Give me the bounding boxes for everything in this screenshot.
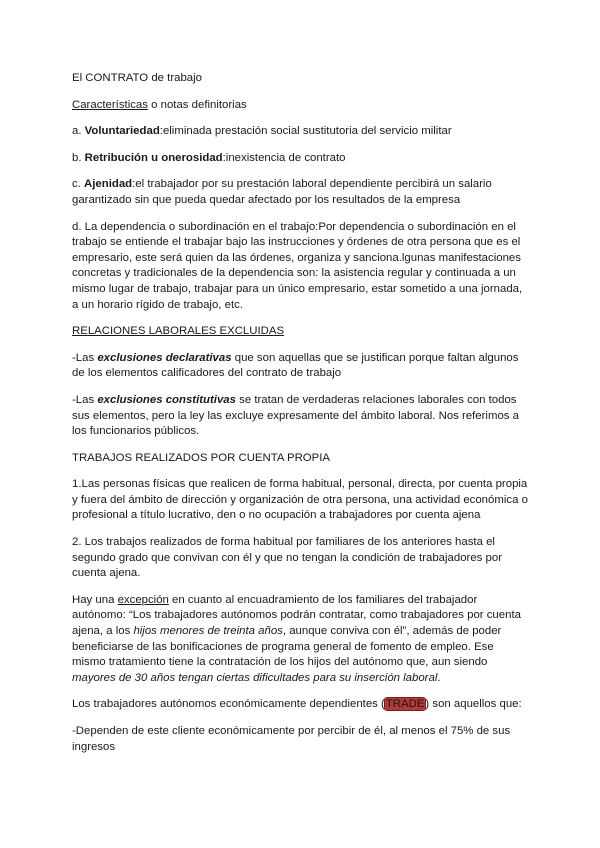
- dependen-paragraph: -Dependen de este cliente económicamente por percibir de él, al menos el 75% de sus ingresos: [72, 725, 511, 753]
- declarative-term: exclusiones declarativas: [97, 351, 232, 364]
- item-c: [72, 177, 530, 208]
- item-b-prefix: b.: [72, 151, 85, 164]
- characteristics-heading: [72, 98, 530, 114]
- item-b-term: Retribución u onerosidad: [84, 151, 223, 164]
- self-employed-item-2: 2. Los trabajos realizados de forma habitual por familiares de los anteriores hasta el segundo grado que convivan con él y que no tengan la condición de trabajadores por cuenta ajena.: [72, 536, 502, 580]
- trade-p1: Los trabajadores autónomos económicamente dependientes (: [72, 698, 385, 711]
- self-employed-item-1: 1.Las personas físicas que realicen de forma habitual, personal, directa, por cuenta propia y fuera del ámbito de dirección y organización de otra persona, una actividad económica o profesional a título lucrativo, den o no ocupación a trabajadores por cuenta ajena: [72, 478, 528, 522]
- document-title: El CONTRATO de trabajo: [72, 72, 202, 84]
- item-a-term: Voluntariedad: [84, 125, 160, 138]
- constitutive-prefix: -Las: [72, 393, 98, 406]
- exception-p2: en cuanto al encuadramiento de los familiares del trabajador autónomo: “Los trabajadores autónomos podrán contratar, como trabajadores por cuenta ajena, a los: [72, 593, 521, 638]
- item-c-prefix: c.: [72, 178, 85, 191]
- trade-p2: ) son aquellos que:: [425, 698, 522, 711]
- constitutive-term: exclusiones constitutivas: [97, 393, 236, 406]
- item-c-text: :el trabajador por su prestación laboral dependiente percibirá un salario garantizado sin que pueda quedar afectado por los resultados de la empresa: [72, 178, 492, 206]
- declarative-exclusions: [72, 351, 530, 382]
- declarative-prefix: -Las: [72, 351, 98, 364]
- exception-p4: .: [437, 671, 441, 684]
- item-d: d. La dependencia o subordinación en el trabajo:Por dependencia o subordinación en el trabajo se entiende el trabajar bajo las instrucciones y órdenes de otra persona que es el empresario, este será quien da las órdenes, organiza y sanciona.lgunas manifestaciones concretas y tradicionales de la dependencia son: la asistencia regular y continuada a un mismo lugar de trabajo, trabajar para un único empresario, estar sometido a una jornada, a un horario rígido de trabajo, etc.: [72, 220, 523, 311]
- exception-p1: Hay una: [72, 593, 118, 606]
- item-a-text: :eliminada prestación social sustitutoria del servicio militar: [159, 125, 452, 138]
- trade-highlight: TRADE: [385, 698, 425, 711]
- characteristics-rest: o notas definitorias: [147, 98, 247, 111]
- excluded-relations-heading: [72, 324, 530, 340]
- declarative-text: que son aquellas que se justifican porque faltan algunos de los elementos calificadores del contrato de trabajo: [72, 351, 519, 380]
- exception-paragraph: [72, 593, 530, 687]
- exception-italic-2: mayores de 30 años tengan ciertas dificultades para su inserción laboral: [72, 671, 438, 684]
- excluded-relations-heading-text: RELACIONES LABORALES EXCLUIDAS: [72, 325, 285, 338]
- item-c-term: Ajenidad: [84, 178, 133, 191]
- item-a-prefix: a.: [72, 125, 85, 138]
- trade-paragraph: [72, 697, 530, 713]
- exception-italic-1: hijos menores de treinta años: [133, 625, 283, 638]
- constitutive-text: se tratan de verdaderas relaciones laborales con todos sus elementos, pero la ley las excluye expresamente del ámbito laboral. Nos referimos a los funcionarios públicos.: [72, 393, 519, 438]
- item-b: [72, 151, 530, 167]
- exception-word: excepción: [117, 593, 169, 606]
- self-employed-heading: TRABAJOS REALIZADOS POR CUENTA PROPIA: [72, 451, 331, 464]
- item-a: [72, 124, 530, 140]
- item-b-text: :inexistencia de contrato: [222, 151, 346, 164]
- characteristics-underlined: Características: [72, 98, 148, 111]
- constitutive-exclusions: [72, 393, 530, 440]
- exception-p3: , aunque conviva con él”, además de poder beneficiarse de las bonificaciones de programa general de fomento de empleo. Ese mismo tratamiento tiene la contratación de los hijos del autónomo que, aun siendo: [72, 625, 502, 669]
